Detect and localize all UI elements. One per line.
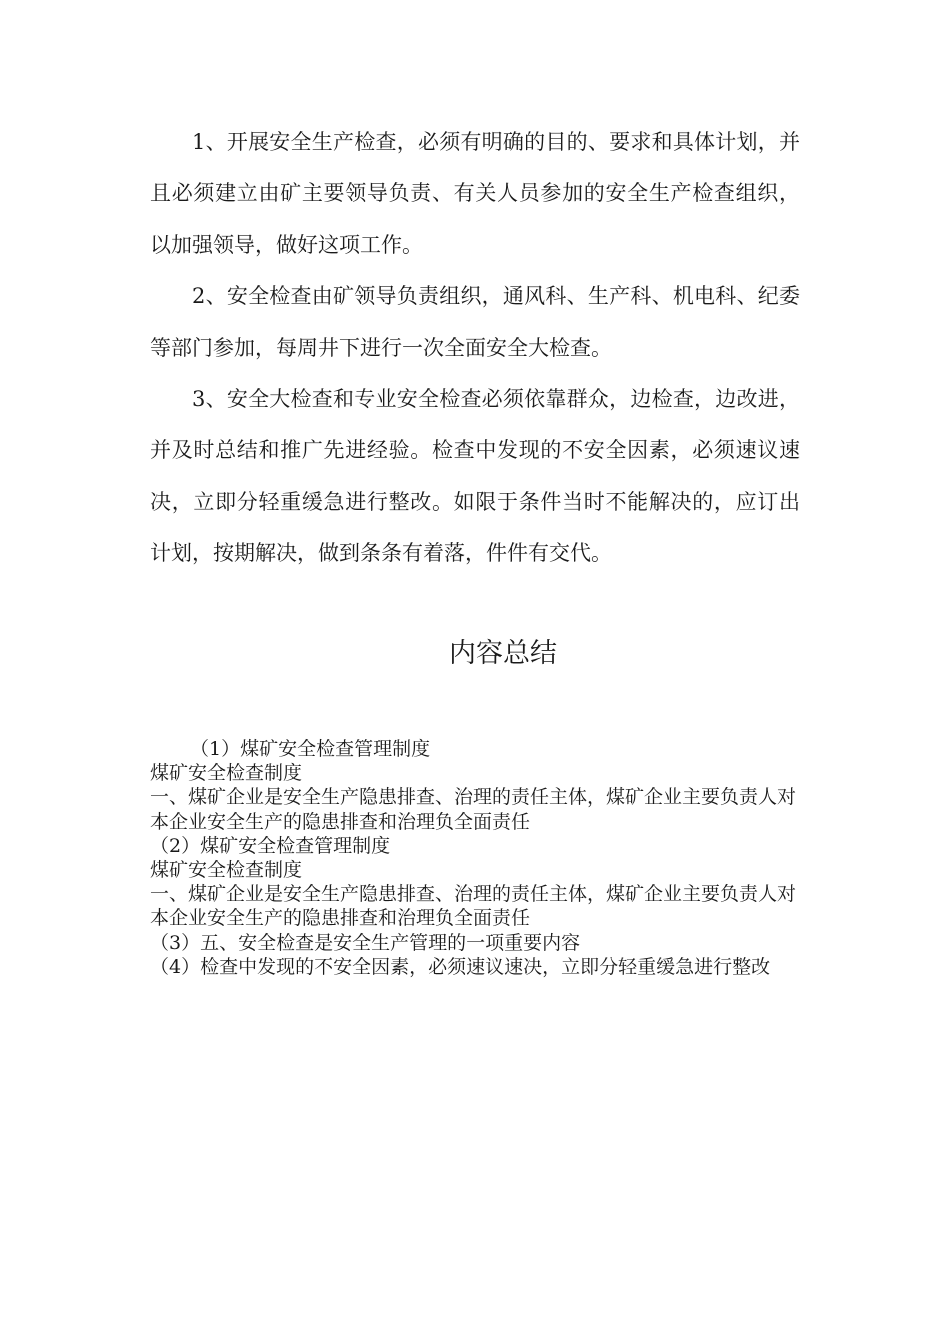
summary-line: 一、煤矿企业是安全生产隐患排查、治理的责任主体，煤矿企业主要负责人对本企业安全生产的隐患排查和治理负全面责任 [150, 883, 797, 930]
summary-line: （3）五、安全检查是安全生产管理的一项重要内容 [150, 931, 581, 954]
summary-list [150, 737, 800, 979]
paragraph-1: 1、开展安全生产检查，必须有明确的目的、要求和具体计划，并且必须建立由矿主要领导负责、有关人员参加的安全生产检查组织，以加强领导，做好这项工作。 [150, 130, 800, 257]
summary-title: 内容总结 [449, 638, 557, 669]
summary-line: 一、煤矿企业是安全生产隐患排查、治理的责任主体，煤矿企业主要负责人对本企业安全生产的隐患排查和治理负全面责任 [150, 786, 797, 833]
summary-line: 煤矿安全检查制度 [150, 762, 303, 785]
summary-line: （1）煤矿安全检查管理制度 [190, 738, 431, 760]
paragraph-3: 3、安全大检查和专业安全检查必须依靠群众，边检查，边改进，并及时总结和推广先进经验。检查中发现的不安全因素，必须速议速决，立即分轻重缓急进行整改。如限于条件当时不能解决的，应订出计划，按期解决，做到条条有着落，件件有交代。 [150, 387, 800, 566]
summary-line: 煤矿安全检查制度 [150, 859, 303, 882]
paragraph-2: 2、安全检查由矿领导负责组织，通风科、生产科、机电科、纪委等部门参加，每周井下进行一次全面安全大检查。 [150, 284, 800, 360]
summary-line: （4）检查中发现的不安全因素，必须速议速决，立即分轻重缓急进行整改 [150, 955, 771, 978]
body-section [150, 117, 800, 580]
summary-line: （2）煤矿安全检查管理制度 [150, 834, 391, 857]
